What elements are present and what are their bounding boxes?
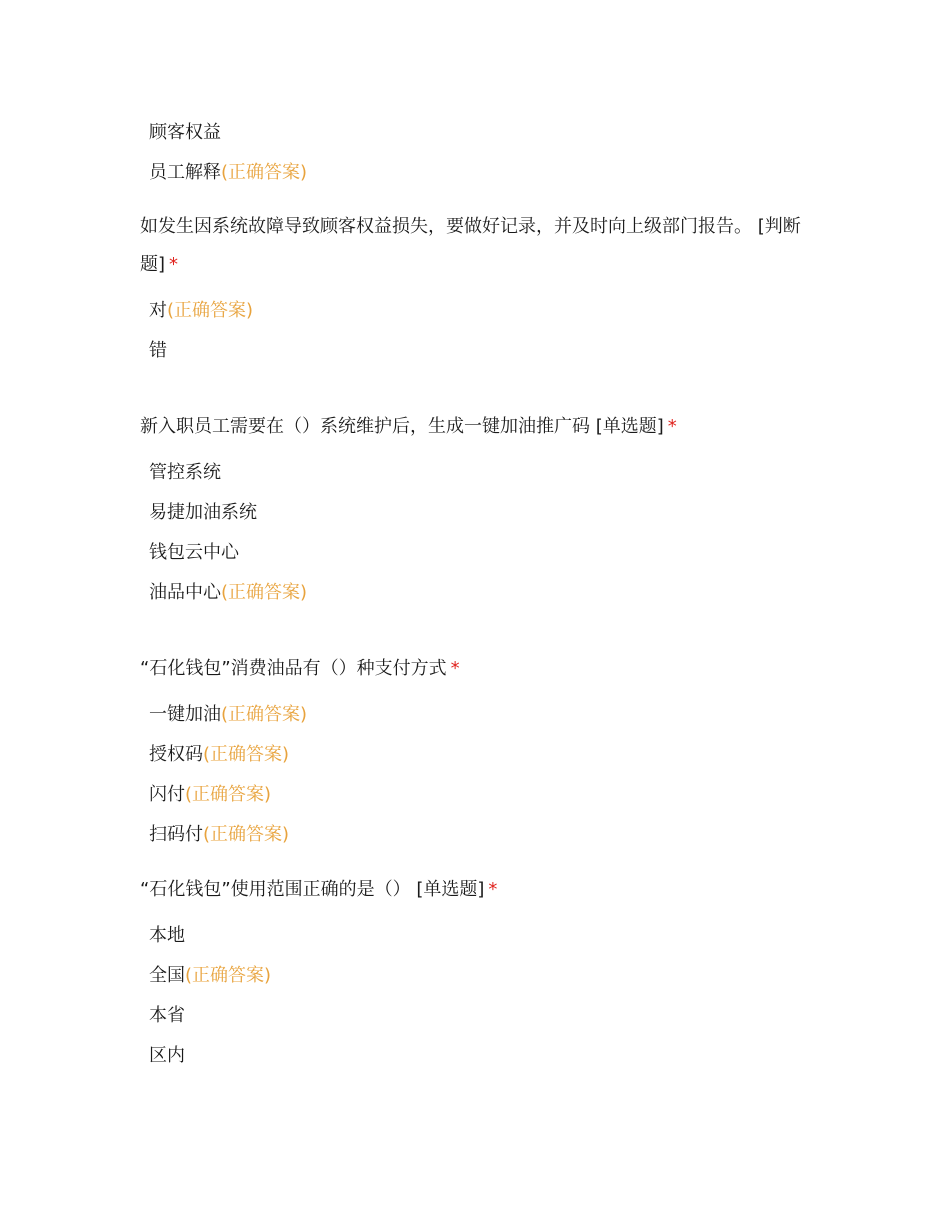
option-item <box>149 339 167 363</box>
option-label: 全国 <box>149 965 185 986</box>
option-item <box>149 501 257 525</box>
correct-answer-tag: (正确答案) <box>185 965 272 986</box>
correct-answer-tag: (正确答案) <box>221 162 308 183</box>
question-text <box>140 871 810 909</box>
correct-answer-tag: (正确答案) <box>221 704 308 725</box>
required-mark: * <box>488 879 498 900</box>
question-label: 如发生因系统故障导致顾客权益损失，要做好记录，并及时向上级部门报告。 [判断题] <box>140 216 801 275</box>
option-item <box>149 299 253 323</box>
option-label: 错 <box>149 340 167 361</box>
option-label: 区内 <box>149 1045 185 1066</box>
correct-answer-tag: (正确答案) <box>203 744 290 765</box>
option-label: 本地 <box>149 925 185 946</box>
question-label: “石化钱包”消费油品有（）种支付方式 <box>140 658 447 679</box>
question-text <box>140 208 810 284</box>
required-mark: * <box>450 658 460 679</box>
option-item <box>149 964 271 988</box>
option-item <box>149 1044 185 1068</box>
question-label: “石化钱包”使用范围正确的是（） [单选题] <box>140 879 485 900</box>
question-text <box>140 408 810 446</box>
option-label: 管控系统 <box>149 462 221 483</box>
option-item <box>149 161 307 185</box>
option-label: 员工解释 <box>149 162 221 183</box>
option-item <box>149 743 289 767</box>
option-item <box>149 121 221 145</box>
correct-answer-tag: (正确答案) <box>221 582 308 603</box>
option-label: 油品中心 <box>149 582 221 603</box>
option-label: 对 <box>149 300 167 321</box>
option-label: 本省 <box>149 1005 185 1026</box>
option-item <box>149 461 221 485</box>
option-item <box>149 1004 185 1028</box>
correct-answer-tag: (正确答案) <box>167 300 254 321</box>
option-label: 闪付 <box>149 784 185 805</box>
option-item <box>149 783 271 807</box>
option-label: 顾客权益 <box>149 122 221 143</box>
option-label: 钱包云中心 <box>149 542 239 563</box>
question-label: 新入职员工需要在（）系统维护后，生成一键加油推广码 [单选题] <box>140 416 664 437</box>
option-item <box>149 924 185 948</box>
option-label: 易捷加油系统 <box>149 502 257 523</box>
option-item <box>149 541 239 565</box>
required-mark: * <box>169 254 179 275</box>
option-item <box>149 703 307 727</box>
option-label: 扫码付 <box>149 824 203 845</box>
option-item <box>149 581 307 605</box>
option-label: 一键加油 <box>149 704 221 725</box>
question-text <box>140 650 810 688</box>
correct-answer-tag: (正确答案) <box>185 784 272 805</box>
correct-answer-tag: (正确答案) <box>203 824 290 845</box>
required-mark: * <box>667 416 677 437</box>
option-label: 授权码 <box>149 744 203 765</box>
option-item <box>149 823 289 847</box>
